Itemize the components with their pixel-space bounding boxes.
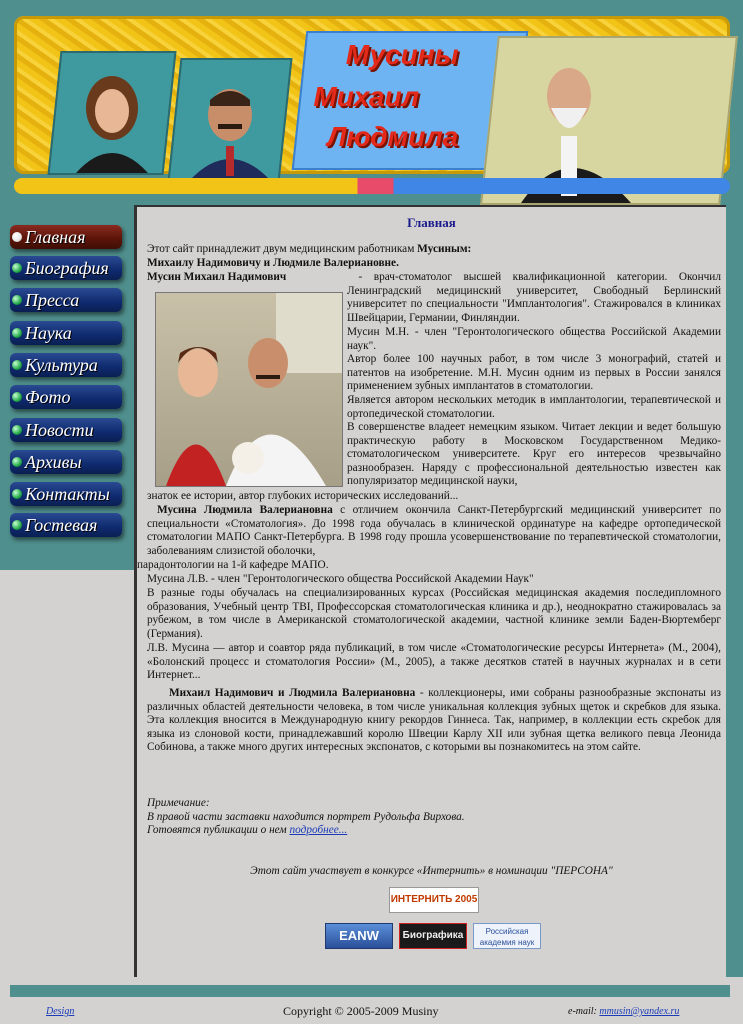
bullet-icon [12,295,22,305]
title-ludmila: Людмила [327,121,459,152]
sidebar-item-press[interactable] [10,288,122,312]
mikhail-p1-text: - врач-стоматолог высшей квалификационной категории. Окончил Ленинградский медицинский университет, Свободный Берлинский университет по специальности "Имплантология". Стажировался в клиниках Швейцарии, Германии, Финляндии. [347,271,721,324]
sidebar-item-label: Главная [25,227,86,247]
intro-name: Мусиным: [417,243,472,255]
mikhail-p5: В совершенстве владеет немецким языком. Читает лекции и ведет большую практическую работу в Московском Государственном Медико-стоматологическом университете. Круг его интересов чрезвычайно разнообразен. Наряду с профессиональной деятельностью известен как популяризатор медицинской науки, [347,421,721,488]
mikhail-p5-end: знаток ее истории, автор глубоких исторических исследований... [147,490,459,502]
eanw-badge[interactable] [325,923,393,949]
sidebar-nav [0,205,134,570]
mikhail-p1 [347,271,721,325]
ran-badge-text: Российская академия наук [479,927,535,947]
sidebar-item-label: Архивы [25,452,82,472]
intro-paragraph [147,243,727,270]
mikhail-p3: Автор более 100 научных работ, в том числе 3 монографий, статей и патентов на изобретение. М.Н. Мусин одним из первых в России занялся применением зубных имплантатов в стоматологии. [347,353,721,393]
ludmila-p2: парадонтологии на 1-й кафедре МАПО. [137,559,329,571]
email-block [568,1006,679,1017]
bullet-icon [12,489,22,499]
ludmila-p1-text: с отличием окончила Санкт-Петербургский медицинский университет по специальности «Стоматология». До 1998 года обучалась в клинической ординатуре на кафедре ортопедической стоматологии МАПО Санкт-Петербурга. В 1998 году прошла усовершенствование по терапевтической стоматологии, заболеваниям слизистой оболочки, [147,504,721,557]
portrait-woman [56,53,168,173]
sidebar-item-home[interactable] [10,225,122,249]
bullet-icon [12,232,22,242]
sidebar-item-science[interactable] [10,321,122,345]
sidebar-item-label: Новости [25,420,94,440]
sidebar-item-label: Культура [25,355,98,375]
sidebar-item-archives[interactable] [10,450,122,474]
ludmila-name: Мусина Людмила Валериановна [157,504,333,516]
sidebar-item-culture[interactable] [10,353,122,377]
more-link[interactable]: подробнее... [289,824,348,837]
bullet-icon [12,425,22,435]
design-link[interactable]: Design [46,1006,75,1017]
note-line2-text: Готовятся публикации о нем [147,824,290,837]
ludmila-p4: В разные годы обучалась на специализированных курсах (Российская медицинская академия последипломного образования, Учебный центр TBI, Профессорская стоматологическая клиника и др.), неоднократно стажировалась за рубежом, в том числе в Американской стоматологической академии, частной клинике земли Баден-Вюртемберг (Германия). [147,587,721,640]
ludmila-p3: Мусина Л.В. - член "Геронтологического общества Российской Академии Наук" [147,573,534,585]
sidebar-item-label: Гостевая [25,515,98,535]
photo-mikhail [167,58,292,182]
bullet-icon [12,520,22,530]
sidebar-item-label: Фото [25,387,71,407]
mikhail-p4: Является автором нескольких методик в имплантологии, терапевтической и ортопедической стоматологии. [347,394,721,420]
main-content [134,205,726,977]
title-surname: Мусины [345,39,459,70]
page-title: Главная [407,215,456,230]
copyright-text: Copyright © 2005-2009 Musiny [283,1004,439,1018]
portrait-man [176,60,284,180]
collectors-name: Михаил Надимович и Людмила Валериановна [169,687,416,699]
note-block [147,797,465,838]
collectors-paragraph [147,687,721,755]
note-label: Примечание: [147,797,210,809]
note-line1: В правой части заставки находится портрет Рудольфа Вирхова. [147,810,465,823]
couple-image [156,293,342,486]
sidebar-item-biography[interactable] [10,256,122,280]
sidebar-item-contacts[interactable] [10,482,122,506]
biografika-badge-text: Биографика [402,930,464,941]
sidebar-item-label: Биография [25,258,109,278]
footer [0,998,743,1024]
ran-badge[interactable] [473,923,541,949]
title-mikhail: Михаил [313,81,420,112]
sidebar-item-label: Контакты [25,484,110,504]
email-link[interactable]: mmusin@yandex.ru [599,1006,680,1017]
sidebar-item-photo[interactable] [10,385,122,409]
eanw-badge-text: EANW [339,928,379,943]
sidebar-item-label: Пресса [25,290,80,310]
banner-background [14,16,730,174]
biografika-badge[interactable] [399,923,467,949]
sidebar-item-label: Наука [25,323,72,343]
bullet-icon [12,328,22,338]
photo-ludmila [47,51,176,175]
footer-strip [10,985,730,997]
couple-photo [155,292,343,487]
mikhail-name: Мусин Михаил Надимович [147,271,287,283]
bullet-icon [12,457,22,467]
note-line2 [147,824,465,838]
bullet-icon [12,263,22,273]
sidebar-item-news[interactable] [10,418,122,442]
bullet-icon [12,360,22,370]
ludmila-p5: Л.В. Мусина — автор и соавтор ряда публикаций, в том числе «Стоматологические ресурсы Интернета» (М., 2004), «Болонский процесс и стоматология России» (М., 2005), а также десятков статей в научных журналах и в сети Интернет... [147,642,721,682]
sidebar-item-guestbook[interactable] [10,513,122,537]
collectors-text: - коллекционеры, ими собраны разнообразные экспонаты из различных областей деятельности человека, в том числе уникальная коллекция зубных щеток и скребков для языка. Эта коллекция вносится в Международную книгу рекордов Гиннеса. Так, например, в коллекции есть скребок для языка из слоновой кости, принадлежавший королю Швеции Карлу XII или зубная щетка великого певца Леонида Собинова, а также много других интересных экспонатов, с которыми вы познакомитесь на этом сайте. [147,687,721,754]
email-label: e-mail: [568,1006,600,1017]
mikhail-p2: Мусин М.Н. - член "Геронтологического общества Российской Академии наук". [347,326,721,352]
right-border-strip [726,205,743,977]
intro-names: Михаилу Надимовичу и Людмиле Валериановне. [147,256,399,269]
internit-badge[interactable] [389,887,479,913]
internit-badge-text: ИНТЕРНИТЬ 2005 [390,894,478,905]
ludmila-p1 [147,504,721,558]
banner-underbar [14,178,730,194]
contest-text: Этот сайт участвует в конкурсе «Интернить» в номинации "ПЕРСОНА" [250,865,613,877]
bullet-icon [12,392,22,402]
header-banner [0,0,743,205]
intro-text: Этот сайт принадлежит двум медицинским работникам [147,243,418,255]
